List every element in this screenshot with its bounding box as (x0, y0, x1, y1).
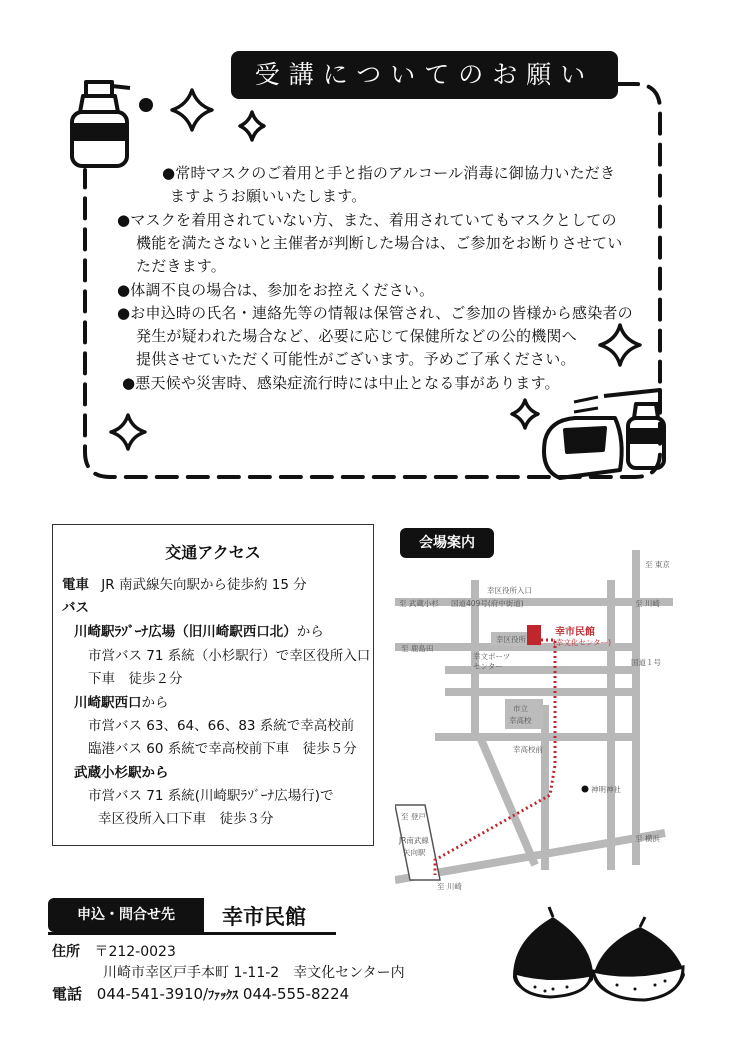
shrine-marker (582, 786, 589, 793)
route1-stop: 川崎駅ﾗｿﾞｰﾅ広場（旧川崎駅西口北） (74, 624, 297, 640)
contact-org: 幸市民館 (222, 905, 306, 929)
address-row (52, 942, 176, 962)
train-text: JR 南武線矢向駅から徒歩約 15 分 (101, 577, 307, 593)
fax-number: 044-555-8224 (242, 985, 350, 1003)
map-to-kawasaki-right: 至 川崎 (635, 599, 660, 608)
notice-line: ますようお願いいたします。 (170, 187, 367, 205)
route3-line: 市営バス 71 系統(川崎駅ﾗｿﾞｰﾅ広場行)で (88, 788, 334, 804)
map-sports-center: センター (473, 662, 503, 671)
venue-marker (527, 625, 541, 645)
phone-row (52, 984, 349, 1005)
map-shrine: 神明神社 (591, 785, 621, 794)
map-to-noborito: 至 登戸 (401, 812, 426, 821)
map-to-kawasaki-bottom: 至 川崎 (437, 882, 462, 890)
postal-code: 〒212-0023 (94, 944, 176, 960)
route2-header (74, 692, 169, 715)
chestnut-illustration (505, 905, 695, 1005)
address-label: 住所 (52, 944, 80, 960)
route1-header (74, 621, 324, 644)
route2-line: 臨港バス 60 系統で幸高校前下車 徒歩５分 (88, 741, 357, 757)
wet-wipes-icon (544, 418, 622, 478)
notice-line: ●体調不良の場合は、参加をお控えください。 (117, 281, 435, 299)
map-station: 矢向駅 (403, 848, 426, 857)
train-info (62, 574, 307, 597)
spray-bottle-icon (604, 390, 664, 468)
spray-bottle-icon (72, 82, 130, 166)
route3-line: 幸区役所入口下車 徒歩３分 (98, 811, 274, 827)
route1-line: 下車 徒歩２分 (88, 671, 183, 687)
train-label: 電車 (62, 577, 89, 593)
notice-line: ●常時マスクのご着用と手と指のアルコール消毒に御協力いただき (162, 164, 616, 182)
map-to-yokohama: 至 横浜 (635, 834, 660, 843)
route3-stop: 武蔵小杉駅から (74, 765, 169, 781)
notice-line: ●悪天候や災害時、感染症流行時には中止となる事があります。 (122, 374, 560, 392)
route2-suffix: から (141, 695, 169, 711)
notice-line: 提供させていただく可能性がございます。予めご了承ください。 (136, 350, 576, 368)
phone-number: 044-541-3910/ (96, 985, 209, 1003)
notice-line: 機能を満たさないと主催者が判断した場合は、ご参加をお断りさせてい (136, 234, 623, 252)
notice-title: 受講についてのお願い (231, 51, 618, 99)
map-school: 幸高校 (509, 716, 532, 725)
route1-suffix: から (296, 624, 324, 640)
route2-line: 市営バス 63、64、66、83 系統で幸高校前 (88, 718, 355, 734)
dot-icon (139, 98, 153, 112)
notice-line: ●お申込時の氏名・連絡先等の情報は保管され、ご参加の皆様から感染者の (117, 304, 633, 322)
notice-line: ●マスクを着用されていない方、また、着用されていてもマスクとしての (117, 211, 617, 229)
map-venue-sub: (幸文化センター) (553, 638, 612, 647)
walking-route (435, 640, 555, 875)
notice-line: ただきます。 (136, 257, 227, 275)
chestnut-icon (513, 907, 593, 997)
route2-stop: 川崎駅西口 (74, 695, 142, 711)
map-ward-office: 幸区役所 (496, 635, 526, 644)
map-label: 会場案内 (400, 528, 494, 558)
map-road-left-top: 至 武蔵小杉 (399, 599, 439, 608)
notice-line: 発生が疑われた場合など、必要に応じて保健所などの公的機関へ (136, 327, 577, 345)
phone-label: 電話 (52, 985, 83, 1003)
map-to-tokyo: 至 東京 (645, 560, 670, 569)
contact-underline (48, 932, 336, 935)
map-national-route-1: 国道１号 (631, 658, 661, 667)
address-text: 川崎市幸区戸手本町 1-11-2 幸文化センター内 (103, 965, 405, 981)
map-school-stop: 幸高校前 (513, 745, 543, 754)
contact-label: 申込・問合せ先 (48, 898, 204, 932)
map-school: 市立 (513, 704, 528, 713)
access-title: 交通アクセス (165, 543, 261, 562)
map-route-409: 国道409号(府中街道) (451, 599, 524, 608)
venue-map (395, 545, 673, 890)
map-to-kashimada: 至 鹿島田 (401, 644, 434, 653)
bus-label: バス (62, 600, 89, 616)
route1-line: 市営バス 71 系統（小杉駅行）で幸区役所入口 (88, 648, 371, 664)
map-ward-office-stop: 幸区役所入口 (487, 586, 532, 595)
chestnut-icon (593, 917, 685, 1000)
fax-label: ﾌｧｯｸｽ (208, 988, 239, 1002)
map-station: JR南武線 (399, 836, 429, 845)
map-sports-center: 幸文ポーツ (473, 652, 511, 661)
map-venue-name: 幸市民館 (555, 627, 595, 638)
